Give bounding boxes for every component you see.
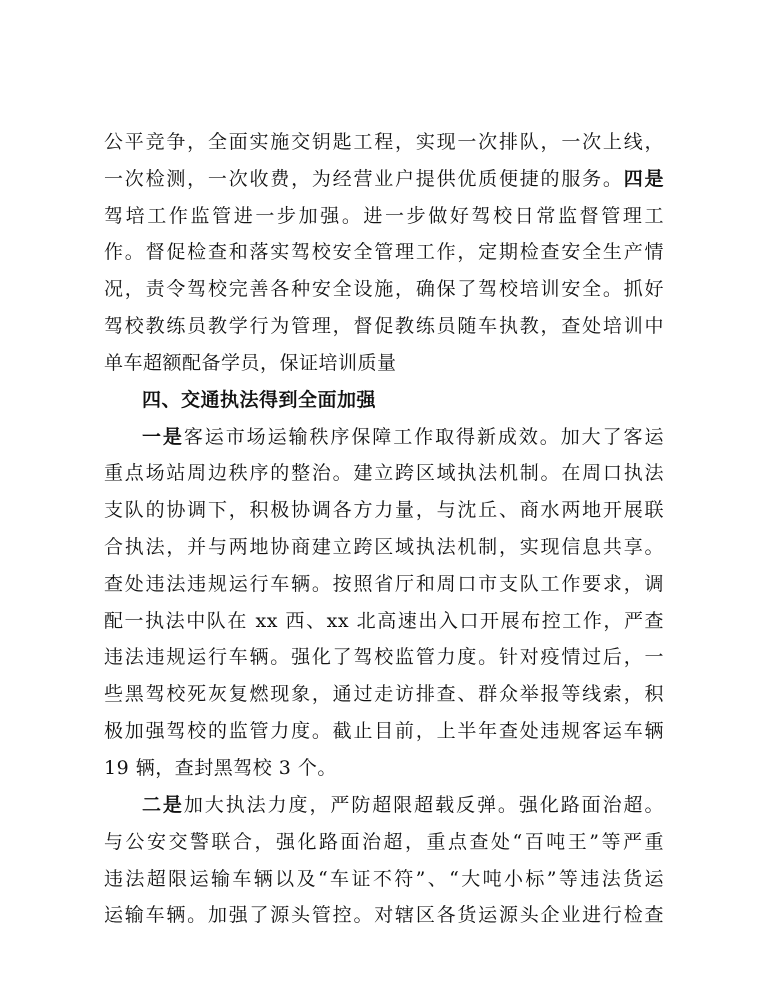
paragraph-line: 查处违法违规运行车辆。按照省厅和周口市支队工作要求，调 — [104, 573, 664, 595]
paragraph-line: 二是加大执法力度，严防超限超载反弹。强化路面治超。 — [142, 794, 664, 816]
paragraph-line: 违法违规运行车辆。强化了驾校监管力度。针对疫情过后，一 — [104, 646, 664, 668]
paragraph-line: 支队的协调下，积极协调各方力量，与沈丘、商水两地开展联 — [104, 499, 664, 521]
paragraph-line: 作。督促检查和落实驾校安全管理工作，定期检查安全生产情 — [104, 241, 664, 263]
paragraph-line: 19 辆，查封黑驾校 3 个。 — [104, 757, 337, 779]
paragraph-line: 与公安交警联合，强化路面治超，重点查处“百吨王”等严重 — [104, 831, 664, 853]
paragraph-line: 驾培工作监管进一步加强。进一步做好驾校日常监督管理工 — [104, 205, 664, 227]
paragraph-line: 驾校教练员教学行为管理，督促教练员随车执教，查处培训中 — [104, 315, 664, 337]
paragraph-line: 单车超额配备学员，保证培训质量 — [104, 352, 397, 374]
paragraph-line: 违法超限运输车辆以及“车证不符”、“大吨小标”等违法货运 — [104, 868, 664, 890]
paragraph-line: 一次检测，一次收费，为经营业户提供优质便捷的服务。四是 — [104, 168, 664, 190]
section-heading: 四、交通执法得到全面加强 — [142, 389, 377, 411]
emphasis-text: 一是 — [142, 426, 184, 448]
paragraph-line: 重点场站周边秩序的整治。建立跨区域执法机制。在周口执法 — [104, 462, 664, 484]
paragraph-line: 配一执法中队在 xx 西、xx 北高速出入口开展布控工作，严查 — [104, 610, 664, 632]
paragraph-line: 合执法，并与两地协商建立跨区域执法机制，实现信息共享。 — [104, 536, 664, 558]
emphasis-text: 二是 — [142, 794, 184, 816]
paragraph-line: 公平竞争，全面实施交钥匙工程，实现一次排队，一次上线， — [104, 131, 664, 153]
paragraph-line: 极加强驾校的监管力度。截止目前，上半年查处违规客运车辆 — [104, 720, 664, 742]
paragraph-line: 况，责令驾校完善各种安全设施，确保了驾校培训安全。抓好 — [104, 278, 664, 300]
paragraph-line: 些黑驾校死灰复燃现象，通过走访排查、群众举报等线索，积 — [104, 683, 664, 705]
emphasis-text: 四是 — [623, 168, 664, 190]
paragraph-line: 一是客运市场运输秩序保障工作取得新成效。加大了客运 — [142, 426, 664, 448]
paragraph-line: 运输车辆。加强了源头管控。对辖区各货运源头企业进行检查 — [104, 904, 664, 926]
